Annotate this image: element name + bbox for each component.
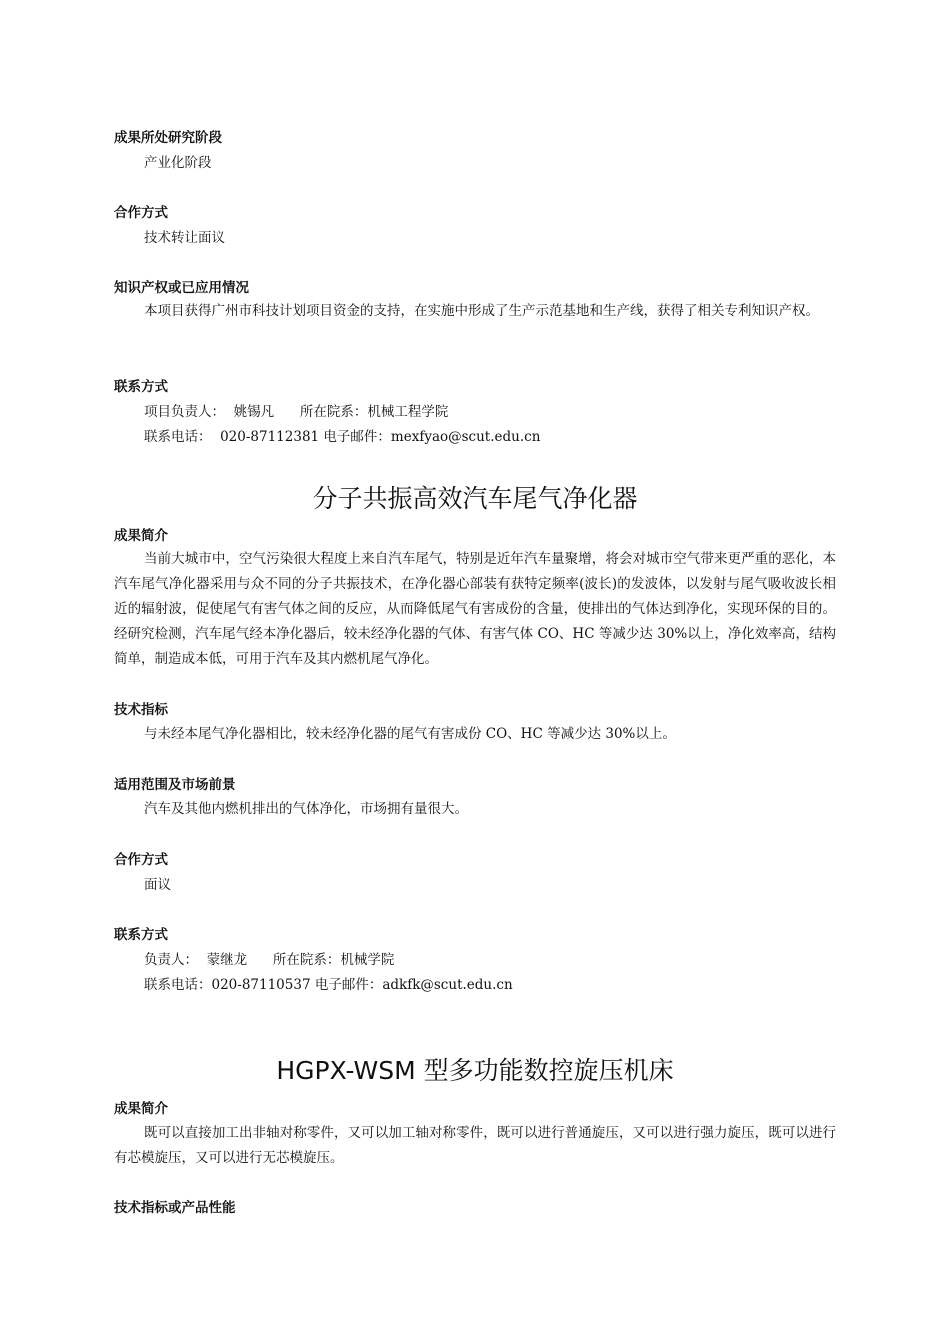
ip-text: 本项目获得广州市科技计划项目资金的支持，在实施中形成了生产示范基地和生产线，获得了相关专利知识产权。 — [144, 303, 819, 319]
contact-heading: 联系方式 — [114, 379, 168, 395]
intro-heading: 成果简介 — [114, 528, 168, 544]
stage-heading: 成果所处研究阶段 — [114, 130, 222, 146]
contact-line-phone: 联系电话： 020-87112381 电子邮件：mexfyao@scut.edu.cn — [144, 429, 541, 445]
ip-heading: 知识产权或已应用情况 — [114, 280, 249, 296]
contact-heading: 联系方式 — [114, 927, 168, 943]
section-title: 分子共振高效汽车尾气净化器 — [312, 484, 638, 513]
contact-line-phone: 联系电话：020-87110537 电子邮件：adkfk@scut.edu.cn — [144, 977, 513, 993]
cooperation-heading: 合作方式 — [114, 205, 168, 221]
spec-text: 与未经本尾气净化器相比，较未经净化器的尾气有害成份 CO、HC 等减少达 30%以上。 — [144, 726, 676, 742]
intro-text: 既可以直接加工出非轴对称零件，又可以加工轴对称零件，既可以进行普通旋压，又可以进行强力旋压，既可以进行有芯模旋压，又可以进行无芯模旋压。 — [114, 1125, 836, 1166]
contact-line-person: 负责人： 蒙继龙 所在院系：机械学院 — [144, 952, 395, 968]
cooperation-heading: 合作方式 — [114, 852, 168, 868]
cooperation-text: 面议 — [144, 877, 171, 893]
intro-heading: 成果简介 — [114, 1101, 168, 1117]
contact-line-person: 项目负责人： 姚锡凡 所在院系：机械工程学院 — [144, 404, 449, 420]
stage-text: 产业化阶段 — [144, 155, 212, 171]
scope-text: 汽车及其他内燃机排出的气体净化，市场拥有量很大。 — [144, 801, 468, 817]
section-title: HGPX-WSM 型多功能数控旋压机床 — [276, 1056, 674, 1085]
cooperation-text: 技术转让面议 — [144, 230, 225, 246]
spec-heading: 技术指标 — [114, 702, 168, 718]
spec-heading: 技术指标或产品性能 — [114, 1200, 236, 1216]
intro-text: 当前大城市中，空气污染很大程度上来自汽车尾气，特别是近年汽车量聚增，将会对城市空气带来更严重的恶化，本汽车尾气净化器采用与众不同的分子共振技术，在净化器心部装有获特定频率(波长)的发波体，以发射与尾气吸收波长相近的辐射波，促使尾气有害气体之间的反应，从而降低尾气有害成份的含量，使排出的气体达到净化，实现环保的目的。经研究检测，汽车尾气经本净化器后，较未经净化器的气体、有害气体 CO、HC 等减少达 30%以上，净化效率高，结构简单，制造成本低，可用于汽车及其内燃机尾气净化。 — [114, 551, 836, 667]
scope-heading: 适用范围及市场前景 — [114, 777, 236, 793]
